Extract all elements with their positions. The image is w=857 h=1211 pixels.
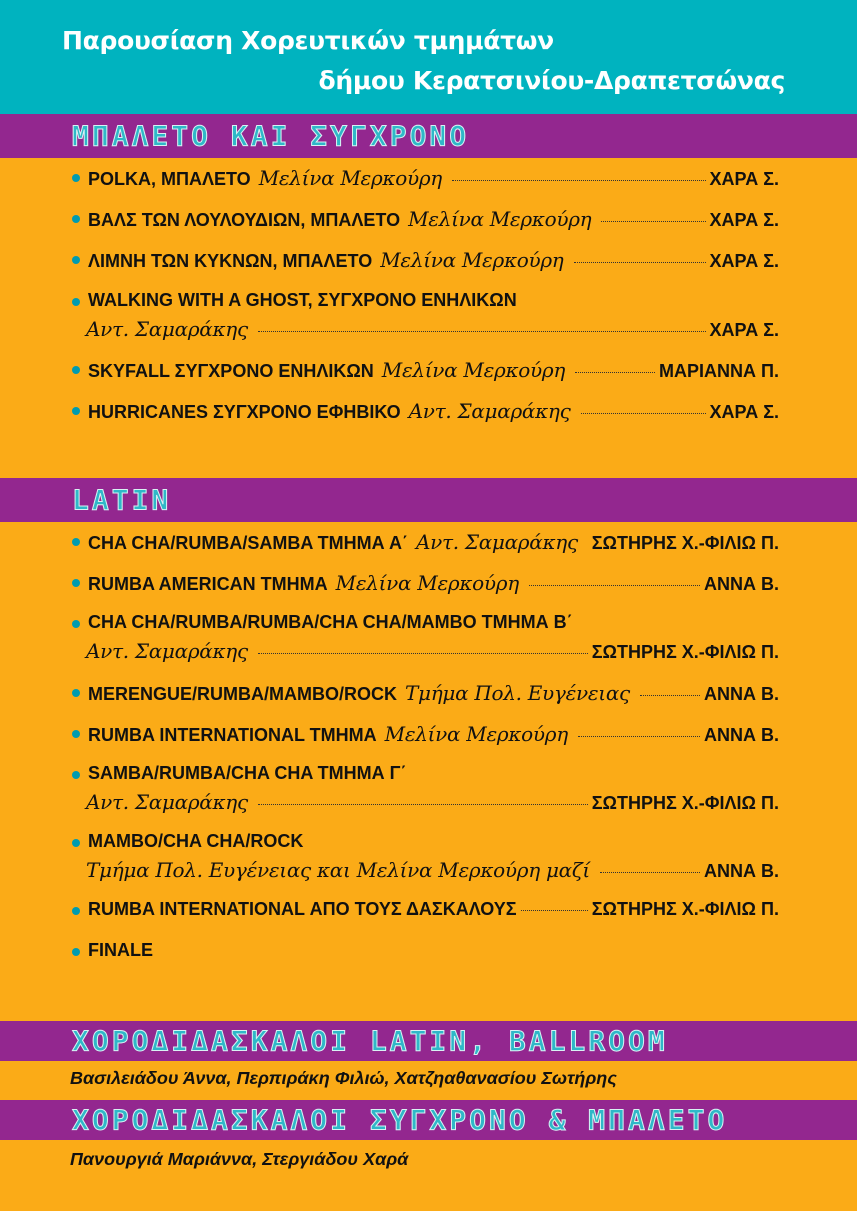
section-header-ballet-teachers bbox=[0, 1100, 857, 1140]
section-title: ΜΠΑΛΕΤΟ ΚΑΙ ΣΥΓΧΡΟΝΟ bbox=[72, 119, 470, 153]
teacher-names-ballet: Πανουργιά Μαριάννα, Στεργιάδου Χαρά bbox=[70, 1149, 409, 1169]
bullet-icon bbox=[72, 907, 80, 915]
dotted-leader bbox=[578, 736, 700, 737]
item-teacher: ΣΩΤΗΡΗΣ Χ.-ΦΙΛΙΩ Π. bbox=[591, 533, 779, 553]
item-title: ΒΑΛΣ ΤΩΝ ΛΟΥΛΟΥΔΙΩΝ, ΜΠΑΛΕΤΟ bbox=[88, 210, 401, 230]
item-teacher: ΜΑΡΙΑΝΝΑ Π. bbox=[659, 361, 779, 381]
dotted-leader bbox=[258, 331, 706, 332]
item-title: SKYFALL ΣΥΓΧΡΟΝΟ ΕΝΗΛΙΚΩΝ bbox=[88, 361, 374, 381]
item-title: MAMBO/CHA CHA/ROCK bbox=[88, 831, 304, 851]
item-venue: Μελίνα Μερκούρη bbox=[384, 722, 568, 746]
bullet-icon bbox=[72, 948, 80, 956]
item-teacher: ΣΩΤΗΡΗΣ Χ.-ΦΙΛΙΩ Π. bbox=[591, 642, 779, 662]
item-venue: Τμήμα Πολ. Ευγένειας bbox=[405, 681, 630, 705]
item-teacher: ΧΑΡΑ Σ. bbox=[709, 251, 779, 271]
item-teacher: ΧΑΡΑ Σ. bbox=[709, 320, 779, 340]
program-item bbox=[72, 358, 779, 384]
dotted-leader bbox=[600, 872, 700, 873]
dotted-leader bbox=[640, 695, 700, 696]
program-item bbox=[72, 166, 779, 192]
program-item bbox=[72, 207, 779, 233]
item-teacher: ΑΝΝΑ Β. bbox=[704, 574, 779, 594]
bullet-icon bbox=[72, 174, 80, 182]
header-title-line-1: Παρουσίαση Χορευτικών τμημάτων bbox=[62, 26, 554, 55]
item-teacher: ΧΑΡΑ Σ. bbox=[709, 210, 779, 230]
page-header bbox=[0, 0, 857, 114]
dotted-leader bbox=[258, 653, 588, 654]
dotted-leader bbox=[452, 180, 706, 181]
bullet-icon bbox=[72, 256, 80, 264]
item-title: SAMBA/RUMBA/CHA CHA ΤΜΗΜΑ Γ΄ bbox=[88, 763, 407, 783]
item-title: MERENGUE/RUMBA/MAMBO/ROCK bbox=[88, 684, 397, 704]
section-header-latin bbox=[0, 478, 857, 522]
item-title: WALKING WITH A GHOST, ΣΥΓΧΡΟΝΟ ΕΝΗΛΙΚΩΝ bbox=[88, 290, 517, 310]
item-title: RUMBA INTERNATIONAL ΑΠΟ ΤΟΥΣ ΔΑΣΚΑΛΟΥΣ bbox=[88, 899, 517, 919]
program-item bbox=[72, 399, 779, 425]
item-venue: Μελίνα Μερκούρη bbox=[381, 358, 566, 382]
item-venue: Αντ. Σαμαράκης bbox=[86, 790, 248, 814]
bullet-icon bbox=[72, 579, 80, 587]
program-item bbox=[72, 290, 779, 316]
item-title: CHA CHA/RUMBA/SAMBA ΤΜΗΜΑ Α΄ bbox=[88, 533, 408, 553]
header-title-line-2: δήμου Κερατσινίου-Δραπετσώνας bbox=[318, 66, 785, 95]
bullet-icon bbox=[72, 366, 80, 374]
program-item bbox=[72, 763, 779, 789]
item-title: POLKA, ΜΠΑΛΕΤΟ bbox=[88, 169, 251, 189]
item-title: CHA CHA/RUMBA/RUMBA/CHA CHA/MAMBO ΤΜΗΜΑ Β΄ bbox=[88, 612, 573, 632]
section-header-latin-teachers bbox=[0, 1021, 857, 1061]
program-item bbox=[72, 681, 779, 707]
item-title: FINALE bbox=[88, 940, 153, 960]
program-item bbox=[72, 248, 779, 274]
program-item bbox=[72, 831, 779, 857]
bullet-icon bbox=[72, 620, 80, 628]
item-venue: Μελίνα Μερκούρη bbox=[408, 207, 592, 231]
program-item-continuation bbox=[72, 790, 779, 816]
section-header-ballet bbox=[0, 114, 857, 158]
item-title: ΛΙΜΝΗ ΤΩΝ ΚΥΚΝΩΝ, ΜΠΑΛΕΤΟ bbox=[88, 251, 373, 271]
item-title: RUMBA AMERICAN ΤΜΗΜΑ bbox=[88, 574, 328, 594]
item-title: HURRICANES ΣΥΓΧΡΟΝΟ ΕΦΗΒΙΚΟ bbox=[88, 402, 401, 422]
program-item-continuation bbox=[72, 858, 779, 884]
item-teacher: ΣΩΤΗΡΗΣ Χ.-ΦΙΛΙΩ Π. bbox=[591, 899, 779, 919]
item-venue: Αντ. Σαμαράκης bbox=[86, 639, 248, 663]
item-venue: Μελίνα Μερκούρη bbox=[380, 248, 564, 272]
dotted-leader bbox=[574, 262, 706, 263]
item-venue: Αντ. Σαμαράκης bbox=[86, 317, 248, 341]
bullet-icon bbox=[72, 730, 80, 738]
bullet-icon bbox=[72, 407, 80, 415]
program-item-continuation bbox=[72, 639, 779, 665]
section-title: ΧΟΡΟΔΙΔΑΣΚΑΛΟΙ LATIN, BALLROOM bbox=[72, 1024, 668, 1058]
item-venue: Τμήμα Πολ. Ευγένειας και Μελίνα Μερκούρη μαζί bbox=[86, 858, 590, 882]
section-title: ΧΟΡΟΔΙΔΑΣΚΑΛΟΙ ΣΥΓΧΡΟΝΟ & ΜΠΑΛΕΤΟ bbox=[72, 1103, 728, 1137]
bullet-icon bbox=[72, 215, 80, 223]
item-teacher: ΧΑΡΑ Σ. bbox=[709, 402, 779, 422]
dotted-leader bbox=[601, 221, 705, 222]
item-venue: Αντ. Σαμαράκης bbox=[408, 399, 571, 423]
spacer bbox=[582, 544, 588, 545]
item-venue: Μελίνα Μερκούρη bbox=[335, 571, 519, 595]
bullet-icon bbox=[72, 839, 80, 847]
bullet-icon bbox=[72, 771, 80, 779]
program-item bbox=[72, 530, 779, 556]
dotted-leader bbox=[521, 910, 588, 911]
program-item bbox=[72, 571, 779, 597]
program-item-continuation bbox=[72, 317, 779, 343]
teacher-names-latin: Βασιλειάδου Άννα, Περπιράκη Φιλιώ, Χατζηαθανασίου Σωτήρης bbox=[70, 1068, 617, 1088]
program-item bbox=[72, 940, 779, 966]
dotted-leader bbox=[529, 585, 700, 586]
item-teacher: ΧΑΡΑ Σ. bbox=[709, 169, 779, 189]
bullet-icon bbox=[72, 538, 80, 546]
dotted-leader bbox=[581, 413, 706, 414]
item-teacher: ΑΝΝΑ Β. bbox=[704, 684, 779, 704]
item-teacher: ΑΝΝΑ Β. bbox=[704, 725, 779, 745]
bullet-icon bbox=[72, 298, 80, 306]
bullet-icon bbox=[72, 689, 80, 697]
item-teacher: ΑΝΝΑ Β. bbox=[704, 861, 779, 881]
program-item bbox=[72, 899, 779, 925]
item-title: RUMBA INTERNATIONAL ΤΜΗΜΑ bbox=[88, 725, 377, 745]
dotted-leader bbox=[258, 804, 588, 805]
item-venue: Αντ. Σαμαράκης bbox=[415, 530, 578, 554]
program-item bbox=[72, 612, 779, 638]
program-item bbox=[72, 722, 779, 748]
dotted-leader bbox=[575, 372, 655, 373]
section-title: LATIN bbox=[72, 483, 172, 517]
item-venue: Μελίνα Μερκούρη bbox=[258, 166, 442, 190]
item-teacher: ΣΩΤΗΡΗΣ Χ.-ΦΙΛΙΩ Π. bbox=[591, 793, 779, 813]
